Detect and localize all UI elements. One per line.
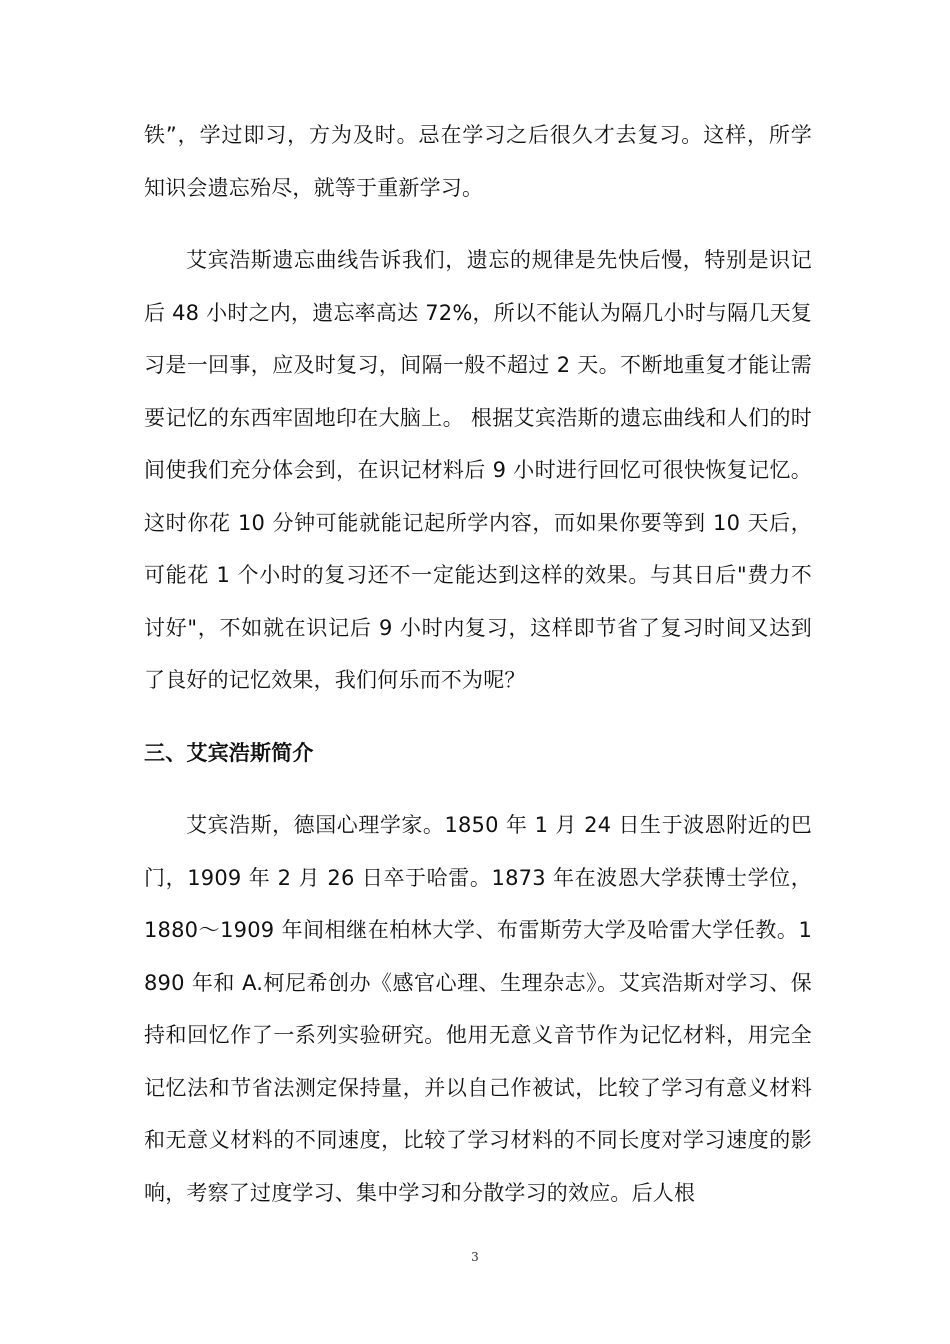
paragraph-forgetting-curve: 艾宾浩斯遗忘曲线告诉我们，遗忘的规律是先快后慢，特别是识记后 48 小时之内，遗忘率高达 72%，所以不能认为隔几小时与隔几天复习是一回事，应及时复习，间隔一般不超过 2 天。不断地重复才能让需要记忆的东西牢固地印在大脑上。 根据艾宾浩斯的遗忘曲线和人们的时间使我们充分体会到，在识记材料后 9 小时进行回忆可很快恢复记忆。这时你花 10 分钟可能就能记起所学内容，而如果你要等到 10 天后，可能花 1 个小时的复习还不一定能达到这样的效果。与其日后"费力不讨好"，不如就在识记后 9 小时内复习，这样即节省了复习时间又达到了良好的记忆效果，我们何乐而不为呢？ — [144, 248, 812, 692]
paragraph-ebbinghaus-biography: 艾宾浩斯，德国心理学家。1850 年 1 月 24 日生于波恩附近的巴门，1909 年 2 月 26 日卒于哈雷。1873 年在波恩大学获博士学位，1880～1909 年间相继在柏林大学、布雷斯劳大学及哈雷大学任教。1890 年和 A.柯尼希创办《感官心理、生理杂志》。艾宾浩斯对学习、保持和回忆作了一系列实验研究。他用无意义音节作为记忆材料，用完全记忆法和节省法测定保持量，并以自己作被试，比较了学习有意义材料和无意义材料的不同速度，比较了学习材料的不同长度对学习速度的影响，考察了过度学习、集中学习和分散学习的效应。后人根 — [144, 813, 812, 1205]
paragraph-spacer — [144, 214, 812, 234]
section-heading: 三、艾宾浩斯简介 — [144, 740, 314, 765]
paragraph-spacer — [144, 707, 812, 727]
paragraph-continuation: 铁”，学过即习，方为及时。忌在学习之后很久才去复习。这样，所学知识会遗忘殆尽，就等于重新学习。 — [144, 123, 812, 200]
page-body — [144, 109, 812, 1219]
page-number: 3 — [471, 1250, 479, 1264]
paragraph-spacer — [144, 779, 812, 799]
